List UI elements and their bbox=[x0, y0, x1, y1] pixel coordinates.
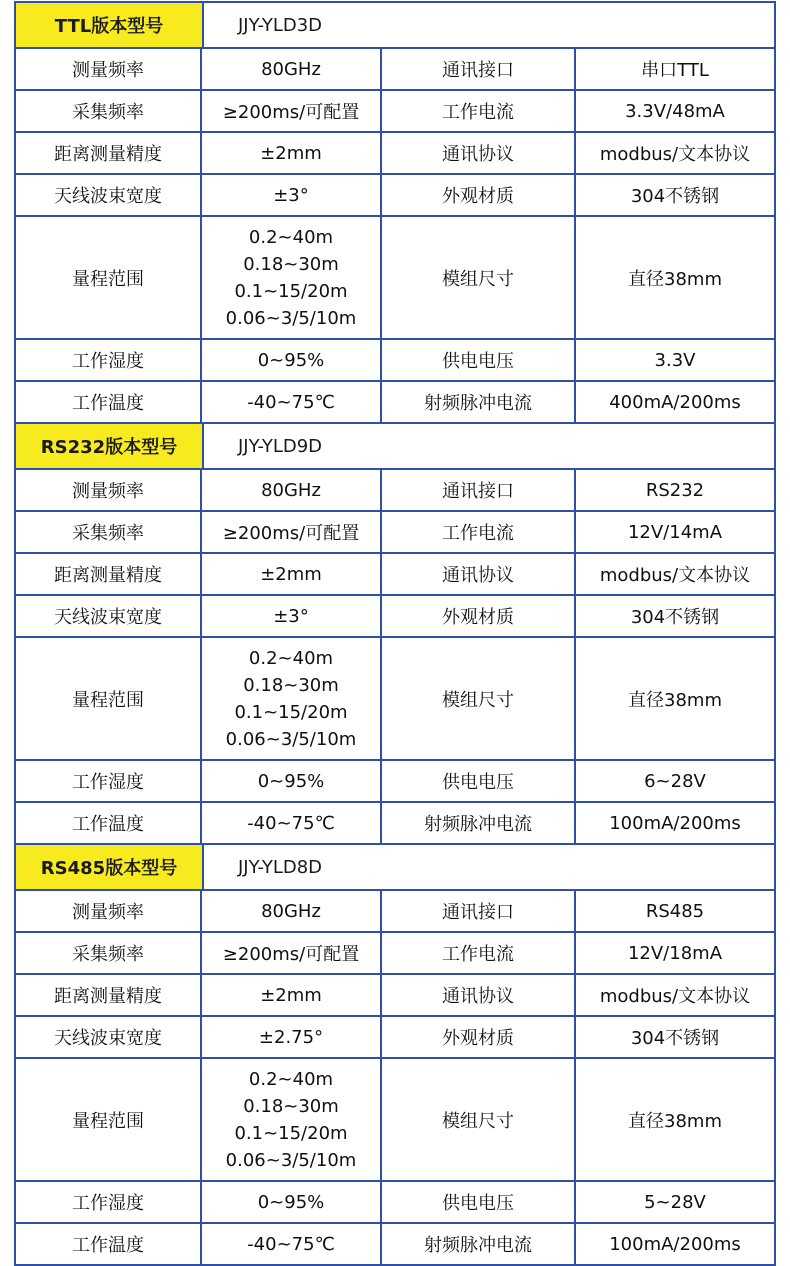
param-name: 距离测量精度 bbox=[16, 554, 202, 594]
param-value: -40~75℃ bbox=[202, 382, 382, 422]
range-line: 0.1~15/20m bbox=[234, 280, 348, 302]
param-name: 工作电流 bbox=[382, 512, 576, 552]
param-value: 80GHz bbox=[202, 891, 382, 931]
spec-section-rs485 bbox=[14, 845, 776, 1266]
param-value: 100mA/200ms bbox=[609, 1233, 741, 1255]
range-line: 0.1~15/20m bbox=[234, 1122, 348, 1144]
table-row bbox=[16, 1182, 774, 1224]
table-row bbox=[16, 133, 774, 175]
range-line: 0.06~3/5/10m bbox=[225, 728, 357, 750]
spec-section-rs232 bbox=[14, 424, 776, 845]
param-value: 直径38mm bbox=[628, 268, 722, 290]
param-name: 外观材质 bbox=[382, 175, 576, 215]
table-row bbox=[16, 803, 774, 845]
table-row bbox=[16, 638, 774, 761]
table-row bbox=[16, 91, 774, 133]
param-name: 天线波束宽度 bbox=[16, 1017, 202, 1057]
param-value: RS485 bbox=[645, 900, 705, 922]
param-name: 外观材质 bbox=[382, 1017, 576, 1057]
range-line: 0.1~15/20m bbox=[234, 701, 348, 723]
param-name: 供电电压 bbox=[382, 761, 576, 801]
table-row bbox=[16, 512, 774, 554]
param-name: 通讯接口 bbox=[382, 891, 576, 931]
spec-table bbox=[14, 1, 776, 1266]
param-name: 工作温度 bbox=[16, 1224, 202, 1264]
table-row bbox=[16, 49, 774, 91]
param-value: ±2mm bbox=[202, 554, 382, 594]
table-row bbox=[16, 554, 774, 596]
param-value: 304不锈钢 bbox=[630, 607, 720, 628]
param-name: 采集频率 bbox=[16, 512, 202, 552]
param-name: 模组尺寸 bbox=[382, 638, 576, 759]
range-line: 0.2~40m bbox=[248, 226, 334, 248]
param-value: ±3° bbox=[202, 596, 382, 636]
param-value: ±2mm bbox=[202, 133, 382, 173]
param-value: -40~75℃ bbox=[202, 803, 382, 843]
param-value: 12V/14mA bbox=[627, 521, 723, 543]
param-value: modbus/文本协议 bbox=[599, 565, 751, 586]
param-name: 天线波束宽度 bbox=[16, 596, 202, 636]
param-value: 12V/18mA bbox=[627, 942, 723, 964]
table-row bbox=[16, 1224, 774, 1264]
param-value: ±2.75° bbox=[202, 1017, 382, 1057]
param-value: 0~95% bbox=[202, 1182, 382, 1222]
param-value: 5~28V bbox=[644, 1191, 706, 1213]
table-row bbox=[16, 1059, 774, 1182]
param-value: 400mA/200ms bbox=[609, 391, 741, 413]
range-line: 0.18~30m bbox=[243, 253, 339, 275]
param-name: 供电电压 bbox=[382, 340, 576, 380]
param-value: 串口TTL bbox=[641, 60, 709, 81]
param-name: 距离测量精度 bbox=[16, 133, 202, 173]
param-name: 通讯接口 bbox=[382, 49, 576, 89]
section-header bbox=[16, 424, 774, 470]
param-value: ±2mm bbox=[202, 975, 382, 1015]
param-value: 0~95% bbox=[202, 761, 382, 801]
section-header bbox=[16, 845, 774, 891]
table-row bbox=[16, 340, 774, 382]
range-values bbox=[202, 638, 382, 759]
table-row bbox=[16, 933, 774, 975]
range-line: 0.18~30m bbox=[243, 674, 339, 696]
param-name: 通讯接口 bbox=[382, 470, 576, 510]
range-line: 0.06~3/5/10m bbox=[225, 1149, 357, 1171]
param-value: ≥200ms/可配置 bbox=[202, 512, 382, 552]
param-value: 3.3V/48mA bbox=[625, 100, 725, 122]
param-value: 直径38mm bbox=[628, 689, 722, 711]
table-row bbox=[16, 217, 774, 340]
param-name: 供电电压 bbox=[382, 1182, 576, 1222]
param-value: 304不锈钢 bbox=[630, 186, 720, 207]
param-name: 测量频率 bbox=[16, 49, 202, 89]
param-name: 通讯协议 bbox=[382, 133, 576, 173]
param-value: ±3° bbox=[202, 175, 382, 215]
param-name: 射频脉冲电流 bbox=[382, 803, 576, 843]
model-number: JJY-YLD8D bbox=[238, 856, 323, 878]
param-value: -40~75℃ bbox=[202, 1224, 382, 1264]
param-value: 3.3V bbox=[654, 349, 696, 371]
version-label: RS232版本型号 bbox=[16, 424, 204, 468]
param-name: 工作温度 bbox=[16, 382, 202, 422]
table-row bbox=[16, 470, 774, 512]
param-value: modbus/文本协议 bbox=[599, 986, 751, 1007]
param-value: 80GHz bbox=[202, 49, 382, 89]
param-name: 测量频率 bbox=[16, 891, 202, 931]
table-row bbox=[16, 1017, 774, 1059]
param-name: 模组尺寸 bbox=[382, 1059, 576, 1180]
model-number: JJY-YLD3D bbox=[238, 14, 323, 36]
param-value: 100mA/200ms bbox=[609, 812, 741, 834]
param-value: 304不锈钢 bbox=[630, 1028, 720, 1049]
param-value: 80GHz bbox=[202, 470, 382, 510]
param-name: 外观材质 bbox=[382, 596, 576, 636]
param-name: 工作温度 bbox=[16, 803, 202, 843]
param-name: 量程范围 bbox=[16, 638, 202, 759]
param-name: 射频脉冲电流 bbox=[382, 382, 576, 422]
spec-section-ttl bbox=[14, 1, 776, 424]
param-value: RS232 bbox=[645, 479, 705, 501]
param-name: 测量频率 bbox=[16, 470, 202, 510]
table-row bbox=[16, 761, 774, 803]
param-name: 量程范围 bbox=[16, 1059, 202, 1180]
range-line: 0.06~3/5/10m bbox=[225, 307, 357, 329]
param-name: 量程范围 bbox=[16, 217, 202, 338]
param-name: 工作电流 bbox=[382, 91, 576, 131]
param-value: 直径38mm bbox=[628, 1110, 722, 1132]
model-number: JJY-YLD9D bbox=[238, 435, 323, 457]
param-value: ≥200ms/可配置 bbox=[202, 91, 382, 131]
param-name: 工作湿度 bbox=[16, 340, 202, 380]
param-value: 0~95% bbox=[202, 340, 382, 380]
version-label: TTL版本型号 bbox=[16, 3, 204, 47]
param-value: ≥200ms/可配置 bbox=[202, 933, 382, 973]
param-name: 采集频率 bbox=[16, 933, 202, 973]
param-value: 6~28V bbox=[644, 770, 706, 792]
range-line: 0.2~40m bbox=[248, 1068, 334, 1090]
param-name: 工作湿度 bbox=[16, 1182, 202, 1222]
param-value: modbus/文本协议 bbox=[599, 144, 751, 165]
param-name: 采集频率 bbox=[16, 91, 202, 131]
table-row bbox=[16, 975, 774, 1017]
table-row bbox=[16, 175, 774, 217]
version-label: RS485版本型号 bbox=[16, 845, 204, 889]
param-name: 工作电流 bbox=[382, 933, 576, 973]
range-line: 0.2~40m bbox=[248, 647, 334, 669]
table-row bbox=[16, 891, 774, 933]
range-values bbox=[202, 1059, 382, 1180]
param-name: 距离测量精度 bbox=[16, 975, 202, 1015]
param-name: 射频脉冲电流 bbox=[382, 1224, 576, 1264]
section-header bbox=[16, 3, 774, 49]
table-row bbox=[16, 382, 774, 424]
param-name: 天线波束宽度 bbox=[16, 175, 202, 215]
range-line: 0.18~30m bbox=[243, 1095, 339, 1117]
table-row bbox=[16, 596, 774, 638]
range-values bbox=[202, 217, 382, 338]
param-name: 模组尺寸 bbox=[382, 217, 576, 338]
param-name: 工作湿度 bbox=[16, 761, 202, 801]
param-name: 通讯协议 bbox=[382, 554, 576, 594]
param-name: 通讯协议 bbox=[382, 975, 576, 1015]
